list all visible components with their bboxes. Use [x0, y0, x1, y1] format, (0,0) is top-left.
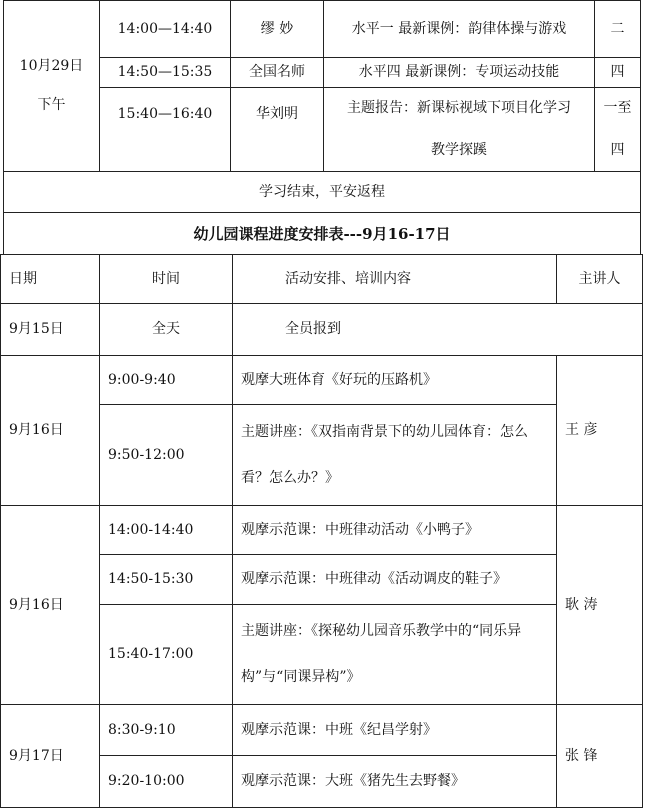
top-speaker-3: 华刘明: [230, 87, 324, 172]
header-activity: 活动安排、培训内容: [232, 254, 557, 304]
block2-time-2: 14:50-15:30: [99, 554, 233, 605]
header-time: 时间: [99, 254, 233, 304]
block1-time-2: 9:50-12:00: [99, 404, 233, 506]
top-speaker-1: 缪 妙: [230, 0, 324, 58]
top-date: 10月29日: [19, 58, 84, 75]
block2-activity-3: 主题讲座：《探秘幼儿园音乐教学中的“同乐异 构”与“同课异构”》: [232, 604, 557, 705]
header-speaker: 主讲人: [556, 254, 643, 304]
closing-row: 学习结束，平安返程: [3, 171, 641, 213]
kg-table-title: 幼儿园课程进度安排表---9月16-17日: [3, 212, 641, 255]
top-date-cell: [3, 0, 100, 172]
block1-speaker: 王 彦: [556, 355, 643, 506]
block3-date: 9月17日: [0, 704, 100, 808]
block3-activity-2: 观摩示范课：大班《猪先生去野餐》: [232, 755, 557, 808]
header-date: 日期: [0, 254, 100, 304]
block1-activity-1: 观摩大班体育《好玩的压路机》: [232, 355, 557, 405]
block2-time-1: 14:00-14:40: [99, 505, 233, 555]
block1-date: 9月16日: [0, 355, 100, 506]
block2-activity-2: 观摩示范课：中班律动《活动调皮的鞋子》: [232, 554, 557, 605]
row0-time: 全天: [99, 303, 233, 356]
top-speaker-2: 全国名师: [230, 57, 324, 88]
row0-date: 9月15日: [0, 303, 100, 356]
block1-time-1: 9:00-9:40: [99, 355, 233, 405]
top-time-2: 14:50—15:35: [99, 57, 231, 88]
block2-time-3: 15:40-17:00: [99, 604, 233, 705]
top-content-3: 主题报告：新课标视域下项目化学习 教学探蹊: [323, 87, 595, 172]
block3-speaker: 张 锋: [556, 704, 643, 808]
block2-date: 9月16日: [0, 505, 100, 705]
block1-activity-2: 主题讲座：《双指南背景下的幼儿园体育：怎么 看？怎么办？》: [232, 404, 557, 506]
top-grade-3: 一至 四: [594, 87, 641, 172]
top-content-2: 水平四 最新课例：专项运动技能: [323, 57, 595, 88]
top-grade-2: 四: [594, 57, 641, 88]
top-time-1: 14:00—14:40: [99, 0, 231, 58]
block3-time-2: 9:20-10:00: [99, 755, 233, 808]
top-period: 下午: [37, 97, 66, 113]
top-grade-1: 二: [594, 0, 641, 58]
top-time-3: 15:40—16:40: [99, 87, 231, 172]
block2-speaker: 耿 涛: [556, 505, 643, 705]
block2-activity-1: 观摩示范课：中班律动活动《小鸭子》: [232, 505, 557, 555]
block3-time-1: 8:30-9:10: [99, 704, 233, 756]
block3-activity-1: 观摩示范课：中班《纪昌学射》: [232, 704, 557, 756]
row0-activity: 全员报到: [232, 303, 643, 356]
top-content-1: 水平一 最新课例：韵律体操与游戏: [323, 0, 595, 58]
